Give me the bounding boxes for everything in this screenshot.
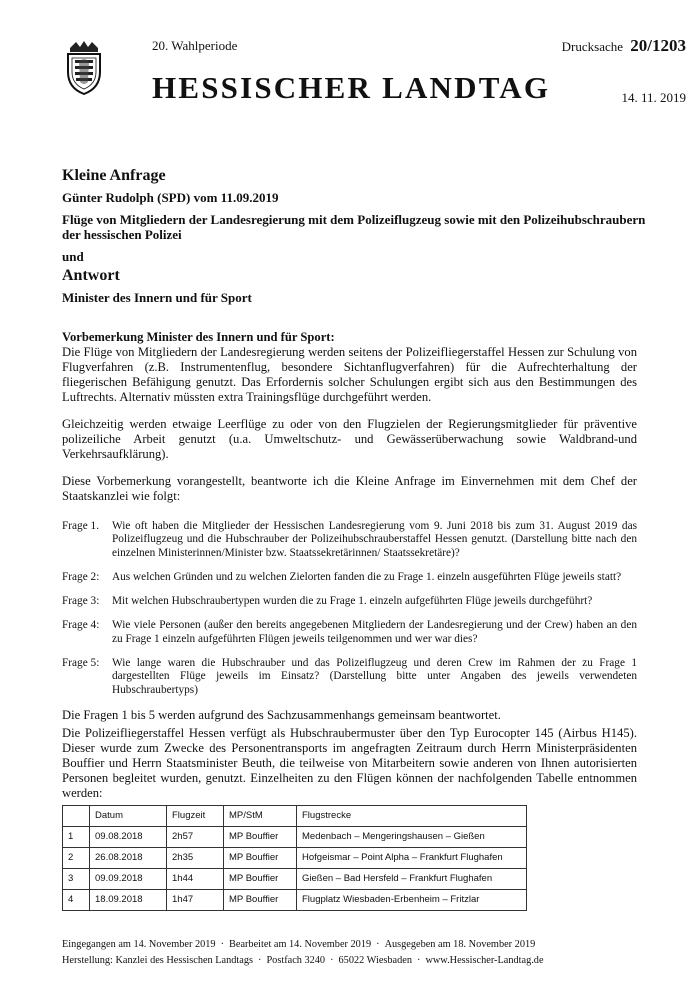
document-body (62, 330, 637, 911)
question-item (62, 571, 637, 584)
table-row (63, 827, 527, 848)
question-label: Frage 5: (62, 657, 100, 670)
document-kind: Kleine Anfrage (62, 167, 166, 184)
answerer: Minister des Innern und für Sport (62, 289, 252, 305)
question-item (62, 619, 637, 646)
table-cell: 3 (63, 869, 90, 890)
table-cell: MP Bouffier (224, 848, 297, 869)
footer-postbox: Postfach 3240 (266, 954, 326, 966)
footer-producer: Herstellung: Kanzlei des Hessischen Landtags (62, 954, 254, 966)
footer-line-1 (62, 937, 544, 953)
footer-separator: · (376, 939, 380, 950)
question-label: Frage 3: (62, 595, 100, 608)
question-text: Aus welchen Gründen und zu welchen Zielorten fanden die zu Frage 1. einzeln ausgeführten Flüge jeweils statt? (112, 570, 622, 583)
footer-separator: · (417, 954, 421, 966)
drucksache-number: 20/1203 (630, 36, 686, 55)
table-header-cell: MP/StM (224, 806, 297, 827)
question-item (62, 657, 637, 697)
document-date: 14. 11. 2019 (621, 90, 686, 105)
table-header-row (63, 806, 527, 827)
document-heading (62, 167, 662, 311)
table-cell: Medenbach – Mengeringshausen – Gießen (297, 827, 527, 848)
footer-website-link[interactable]: www.Hessischer-Landtag.de (425, 954, 544, 966)
footer-separator: · (330, 954, 334, 966)
answer-text: Die Polizeifliegerstaffel Hessen verfügt als Hubschraubermuster über den Typ Eurocopter 145 (Airbus H145). Dieser wurde zum Zwecke des Personentransports im angefragten Zeitraum durch Herrn Ministerpräsidenten Bouffier und Herrn Staatsminister Beuth, die teilweise von Mitarbeitern sowie anderen von Ihnen autorisierten Personen begleitet wurden, genutzt. Einzelheiten zu den Flügen können der nachfolgenden Tabelle entnommen werden: (62, 726, 637, 801)
table-header-cell: Flugzeit (167, 806, 224, 827)
joint-answer: Die Fragen 1 bis 5 werden aufgrund des Sachzusammenhangs gemeinsam beantwortet. (62, 708, 501, 723)
table-cell: MP Bouffier (224, 890, 297, 911)
table-cell: 2 (63, 848, 90, 869)
table-cell: 1h44 (167, 869, 224, 890)
question-label: Frage 4: (62, 619, 100, 632)
footer-city: 65022 Wiesbaden (338, 954, 412, 966)
hessen-coat-of-arms-icon (62, 38, 106, 96)
table-cell: Hofgeismar – Point Alpha – Frankfurt Flughafen (297, 848, 527, 869)
table-cell: 2h35 (167, 848, 224, 869)
footer (62, 937, 544, 969)
question-label: Frage 1. (62, 519, 100, 532)
drucksache (562, 36, 686, 56)
table-cell: 26.08.2018 (90, 848, 167, 869)
paragraph-2: Gleichzeitig werden etwaige Leerflüge zu oder von den Flugzielen der Regierungsmitglieder für präventive polizeiliche Arbeit genutzt (u.a. Umweltschutz- und Gewässerüberwachung sowie Waldbrand-und Verkehrsaufklärung). (62, 416, 637, 461)
vorbemerkung-title: Vorbemerkung Minister des Innern und für Sport: (62, 330, 335, 344)
footer-received: Eingegangen am 14. November 2019 (62, 939, 216, 950)
footer-line-2 (62, 953, 544, 969)
table-cell: Gießen – Bad Hersfeld – Frankfurt Flughafen (297, 869, 527, 890)
document-subject: Flüge von Mitgliedern der Landesregierung mit dem Polizeiflugzeug sowie mit den Polizeihubschraubern der hessischen Polizei (62, 211, 646, 243)
question-text: Wie oft haben die Mitglieder der Hessischen Landesregierung vom 9. Juni 2018 bis zum 31. August 2019 das Polizeiflugzeug und die Hubschrauber der Polizeihubschrauberstaffel Hessen genutzt. (Darstellung bitte nach den einzelnen Ministerinnen/Minister bzw. Staatssekretärinnen/ Staatssekretäre)? (112, 519, 637, 559)
table-header-cell (63, 806, 90, 827)
footer-separator: · (220, 939, 224, 950)
drucksache-label: Drucksache (561, 39, 624, 54)
footer-separator: · (258, 954, 262, 966)
table-cell: MP Bouffier (224, 827, 297, 848)
table-cell: 1h47 (167, 890, 224, 911)
table-row (63, 848, 527, 869)
table-row (63, 869, 527, 890)
vorbemerkung-text: Die Flüge von Mitgliedern der Landesregierung werden seitens der Polizeifliegerstaffel Hessen zur Schulung von Flugverfahren (z.B. Instrumentenflug, besondere Sichtanflugverfahren) für die Aufrechterhaltung der fliegerischen Befähigung genutzt. Das Erfordernis solcher Schulungen ergibt sich aus den Bestimmungen des Luftrechts. Alternativ müssten extra Trainingsflüge durchgeführt werden. (62, 344, 637, 404)
table-header-cell: Datum (90, 806, 167, 827)
flights-table (62, 805, 527, 911)
page-title: HESSISCHER LANDTAG (152, 70, 551, 105)
table-cell: Flugplatz Wiesbaden-Erbenheim – Fritzlar (297, 890, 527, 911)
answer-kind: Antwort (62, 266, 120, 284)
question-label: Frage 2: (62, 570, 100, 583)
question-text: Mit welchen Hubschraubertypen wurden die zu Frage 1. einzeln aufgeführten Flüge jeweils durchgeführt? (112, 595, 593, 608)
document-und: und (62, 248, 84, 264)
question-text: Wie viele Personen (außer den bereits angegebenen Mitgliedern der Landesregierung und der Crew) haben an den zu Frage 1 einzeln aufgeführten Flügen jeweils teilgenommen und wer war dies? (112, 619, 637, 645)
table-cell: MP Bouffier (224, 869, 297, 890)
question-item (62, 595, 637, 608)
table-cell: 1 (63, 827, 90, 848)
table-cell: 09.08.2018 (90, 827, 167, 848)
footer-issued: Ausgegeben am 18. November 2019 (384, 939, 536, 950)
table-cell: 2h57 (167, 827, 224, 848)
table-header-cell: Flugstrecke (297, 806, 527, 827)
footer-processed: Bearbeitet am 14. November 2019 (229, 939, 372, 950)
question-item (62, 520, 637, 560)
question-text: Wie lange waren die Hubschrauber und das Polizeiflugzeug und deren Crew im Rahmen der zu Frage 1 dargestellten Flüge jeweils im Einsatz? (Darstellung bitte unter Angaben des jeweils verwendeten Hubschraubertyps) (112, 657, 637, 696)
paragraph-3: Diese Vorbemerkung vorangestellt, beantworte ich die Kleine Anfrage im Einvernehmen mit dem Chef der Staatskanzlei wie folgt: (62, 473, 637, 503)
wahlperiode: 20. Wahlperiode (152, 38, 238, 53)
table-row (63, 890, 527, 911)
table-cell: 09.09.2018 (90, 869, 167, 890)
table-cell: 18.09.2018 (90, 890, 167, 911)
question-list (62, 520, 637, 697)
document-author: Günter Rudolph (SPD) vom 11.09.2019 (62, 190, 279, 205)
table-cell: 4 (63, 890, 90, 911)
